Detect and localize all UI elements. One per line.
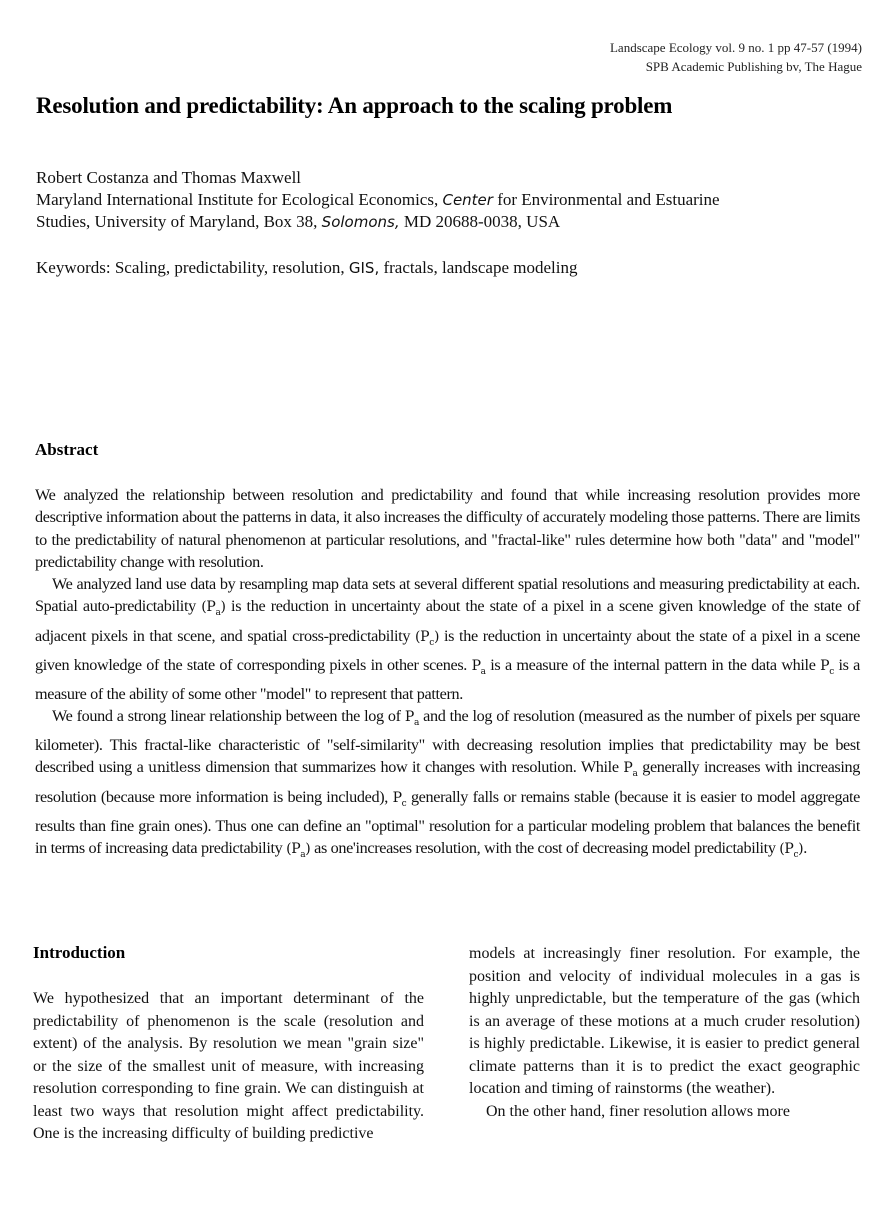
affiliation-line-1: Maryland International Institute for Ecological Economics, Center for Environmental and Estuarine xyxy=(36,190,720,209)
symbol-pc: $(P_c)$ xyxy=(415,628,440,648)
paper-title: Resolution and predictability: An approach to the scaling problem xyxy=(36,93,673,118)
journal-reference xyxy=(610,38,862,76)
abstract-paragraph-1: We analyzed the relationship between resolution and predictability and found that while increasing resolution provides more descriptive information about the patterns in data, it also increases the difficulty of accurately modeling those patterns. There are limits to the predictability of natural phenomenon at particular resolutions, and "fractal-like" rules determine how both "data" and "model" predictability change with resolution. xyxy=(35,486,860,571)
symbol-pc: $P_c$ xyxy=(820,657,834,677)
symbol-pc: $P_c$ xyxy=(392,789,407,809)
symbol-pa: $P_a$ xyxy=(404,709,419,728)
author-names: Robert Costanza and Thomas Maxwell xyxy=(36,168,302,187)
affiliation-line-2: Studies, University of Maryland, Box 38, Solomons, MD 20688-0038, USA xyxy=(36,212,561,231)
symbol-pa: $P_a$ xyxy=(471,657,486,677)
symbol-pa: $(P_a)$ xyxy=(201,599,226,619)
author-block xyxy=(36,167,866,233)
journal-citation: Landscape Ecology vol. 9 no. 1 pp 47-57 (1994) xyxy=(609,40,862,55)
abstract-heading: Abstract xyxy=(35,440,99,459)
unitless-term: unitless xyxy=(148,760,201,777)
introduction-heading: Introduction xyxy=(33,943,126,962)
abstract-body xyxy=(35,484,860,866)
introduction-paragraph-2: On the other hand, finer resolution allows more xyxy=(486,1102,790,1120)
symbol-pa: $P_a$ xyxy=(623,760,638,780)
keywords: Keywords: Scaling, predictability, resolution, GIS, fractals, landscape modeling xyxy=(36,258,578,277)
publisher: SPB Academic Publishing bv, The Hague xyxy=(645,59,862,74)
introduction-right-column xyxy=(469,943,860,1123)
abstract-paragraph-3: We found a strong linear relationship between the log of $P_a$ and the log of resolution (measured as the number of pixels per square kilometer). This fractal-like characteristic of "self-similarity" with decreasing resolution implies that predictability may be best described using a unitless dimension that summarizes how it changes with resolution. While $P_a$ generally increases with increasing resolution (because more information is being included), $P_c$ generally falls or remains stable (because it is easier to model aggregate results than fine grain ones). Thus one can define an "optimal" resolution for a particular modeling problem that balances the benefit in terms of increasing data predictability $(P_a)$ as one'increases resolution, with the cost of decreasing model predictability $(P_c)$. xyxy=(35,707,861,860)
symbol-pc: $(P_c)$ xyxy=(779,840,804,860)
abstract-paragraph-2: We analyzed land use data by resampling map data sets at several different spatial resolutions and measuring predictability at each. Spatial auto-predictability $(P_a)$ is the reduction in uncertainty about the state of a pixel in a scene given knowledge of the state of adjacent pixels in that scene, and spatial cross-predictability $(P_c)$ is the reduction in uncertainty about the state of a pixel in a scene given knowledge of the state of corresponding pixels in other scenes. $P_a$ is a measure of the internal pattern in the data while $P_c$ is a measure of the ability of some other "model" to represent that pattern. xyxy=(35,575,861,703)
symbol-pa: $(P_a)$ xyxy=(286,840,311,860)
introduction-left-column xyxy=(33,988,424,1146)
introduction-paragraph-1-continued: models at increasingly finer resolution. For example, the position and velocity of individual molecules in a gas is highly unpredictable, but the temperature of the gas (which is an average of these motions at a much cruder resolution) is highly predictable. Likewise, it is easier to predict general climate patterns than it is to predict the exact geographic location and timing of rainstorms (the weather). xyxy=(469,945,860,1097)
introduction-paragraph-1: We hypothesized that an important determinant of the predictability of phenomenon is the scale (resolution and extent) of the analysis. By resolution we mean "grain size" or the size of the smallest unit of measure, with increasing resolution corresponding to fine grain. We can distinguish at least two ways that resolution might affect predictability. One is the increasing difficulty of building predictive xyxy=(33,990,424,1142)
